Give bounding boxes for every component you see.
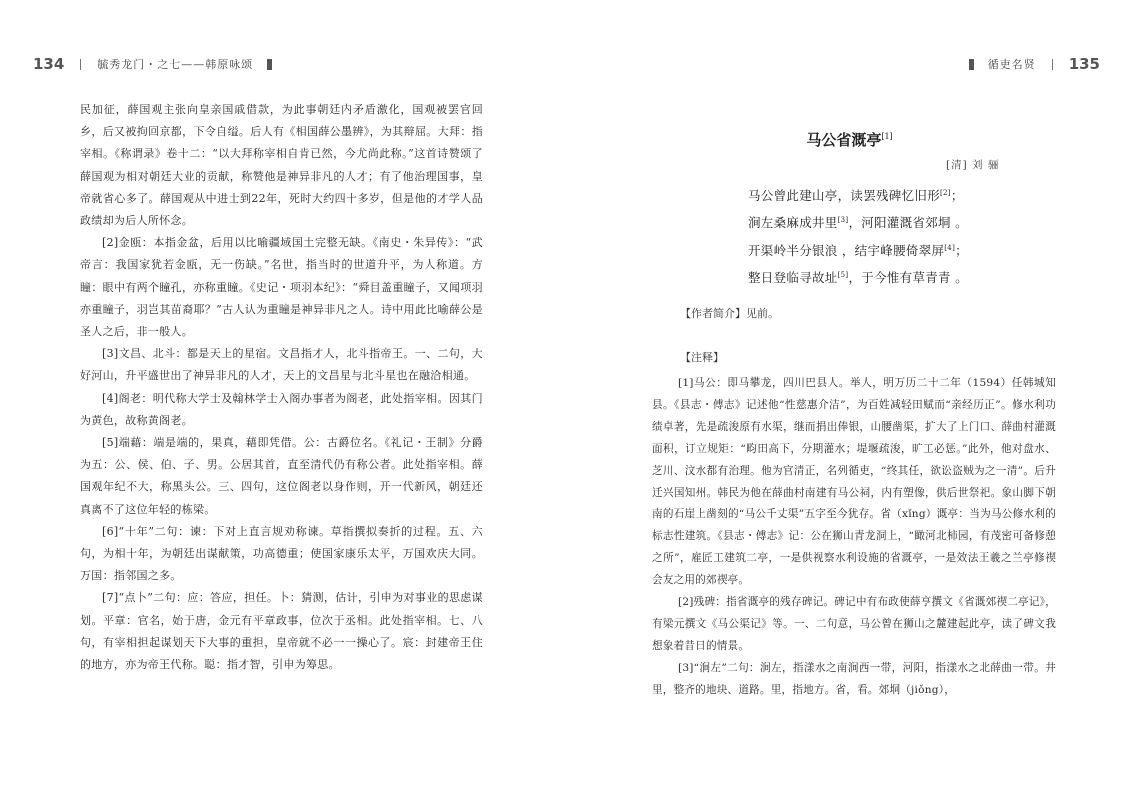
poem-line [748, 263, 968, 290]
right-header-title: 循吏名贤 [987, 58, 1036, 71]
left-header-title: 毓秀龙门・之七——韩原咏颂 [97, 58, 254, 71]
poem-line-text: 马公曾此建山亭，读罢残碑忆旧形 [748, 188, 941, 204]
poem-title [566, 129, 1133, 150]
footnote-marker: [4] [944, 243, 956, 252]
poem-title-text: 马公省溉亭 [806, 131, 882, 149]
footnote-paragraph: [3]“涧左”二句：涧左，指漾水之南涧西一带，河阳，指漾水之北薛曲一带。井里，整齐的地块、道路。里，指地方。省，看。郊垌（jiǒng）， [652, 661, 1056, 696]
header-block-mark [267, 59, 272, 70]
header-block-mark [969, 59, 974, 70]
poem-author: [清] 刘 骊 [946, 159, 1000, 171]
left-page-number: 134 [33, 55, 65, 73]
author-intro-text: 见前。 [746, 307, 779, 320]
header-divider [1052, 59, 1053, 70]
poem-line-end: ，于今惟有草青青 。 [848, 270, 968, 286]
left-page [0, 0, 566, 799]
author-intro-label: 【作者简介】 [680, 307, 746, 320]
poem-line-end: ； [950, 188, 964, 204]
poem-line-end: ，河阳灌溉省郊垌 。 [848, 215, 968, 231]
footnote-paragraph: [6]“十年”二句：谏：下对上直言规劝称谏。草指撰拟奏折的过程。五、六句，为相十年，为朝廷出谋献策，功高德重；使国家康乐太平，万国欢庆大同。万国：指邻国之多。 [80, 524, 483, 583]
poem-line-text: 开渠岭半分银浪 ，结宇峰腰倚翠屏 [748, 243, 945, 259]
right-page-number: 135 [1068, 55, 1100, 73]
poem-line [748, 181, 968, 208]
footnote-marker: [1] [881, 132, 893, 141]
footnote-marker: [3] [837, 216, 849, 225]
footnote-marker: [2] [940, 189, 951, 197]
header-divider [80, 59, 81, 70]
footnote-marker: [5] [837, 271, 849, 280]
footnote-paragraph: [5]端藉：端是端的，果真，藉即凭借。公：古爵位名。《礼记・王制》分爵为五：公、侯、伯、子、男。公居其首，直至清代仍有称公者。此处指宰相。薛国观年纪不大，称黑头公。三、四句，这位阁老以身作则，开一代新风，朝廷还真离不了这位年轻的栋梁。 [80, 436, 483, 516]
left-body-text [80, 99, 483, 676]
footnote-paragraph: [1]马公：即马攀龙，四川巴县人。举人，明万历二十二年（1594）任韩城知县。《县志・傅志》记述他“性慈惠介洁”，为百姓减轻田赋而“亲经历正”。修水利功绩卓著，先是疏浚原有水渠，继而捐出俸银，山腰凿渠，扩大了上门口、薛曲村灌溉面积，订立规矩：“畇田高下，分期灌水；堤堰疏浚，旷工必惩。”此外，他对盘水、芝川、汶水都有治理。他为官清正，名列循吏，“终其任，欲讼盗贼为之一清”。后升迁兴国知州。韩民为他在薛曲村南建有马公祠，内有塑像，供后世祭祀。象山脚下朝南的石崖上凿刻的“马公千丈渠”五字至今犹存。省（xǐng）溉亭：当为马公修水利的标志性建筑。《县志・傅志》记：公在狮山青龙洞上，“瞰河北柿园，有茂密可备修憩之所”，雇匠工建筑二亭，一是供视察水利设施的省溉亭，一是效法王羲之兰亭修禊会友之用的郊禊亭。 [652, 377, 1056, 587]
author-intro [680, 305, 779, 321]
poem-line [748, 208, 968, 235]
footnote-paragraph: [4]阁老：明代称大学士及翰林学士入阁办事者为阁老，此处指宰相。因其门为黄色，故称黄阁老。 [80, 391, 483, 427]
poem-body [748, 181, 968, 291]
right-notes-text [652, 373, 1056, 702]
poem-line [748, 236, 968, 263]
poem-line-end: ； [955, 243, 968, 259]
footnote-paragraph: [2]残碑：指省溉亭的残存碑记。碑记中有布政使薛亨撰文《省溉郊禊二亭记》，有梁元撰文《马公渠记》等。一、二句意，马公曾在狮山之麓建起此亭，读了碑文我想象着昔日的情景。 [652, 596, 1056, 652]
paragraph: 民加征，薛国观主张向皇亲国戚借款，为此事朝廷内矛盾激化，国观被罢官回乡，后又被拘回京都，下令自缢。后人有《相国薛公墨辨》，为其辩屈。大拜：指宰相。《称谓录》卷十二：“以大拜称宰相自肯已然，今尤尚此称。”这首诗赞颂了薛国观为相对朝廷大业的贡献，称赞他是神异非凡的人才；有了他治理国事，皇帝就省心多了。薛国观从中进士到22年，死时大约四十多岁，但是他的才学人品政绩却为后人所怀念。 [80, 103, 483, 228]
footnote-paragraph: [2]金瓯：本指金盆，后用以比喻疆域国土完整无缺。《南史・朱异传》：“武帝言：我国家犹若金瓯，无一伤缺。”名世，指当时的世道升平，为人称道。方瞳：眼中有两个瞳孔，亦称重瞳。《史记・项羽本纪》：“舜目盖重瞳子，又闻项羽亦重瞳子，羽岂其苗裔耶？”古人认为重瞳是神异非凡之人。诗中用此比喻薛公是圣人之后，非一般人。 [80, 236, 483, 339]
right-running-header [955, 55, 1100, 73]
poem-line-text: 涧左桑麻成井里 [748, 215, 838, 231]
footnote-paragraph: [3]文昌、北斗：都是天上的星宿。文昌指才人，北斗指帝王。一、二句，大好河山，升平盛世出了神异非凡的人才，天上的文昌星与北斗星也在融洽相通。 [80, 347, 483, 383]
left-running-header [33, 55, 286, 73]
poem-line-text: 整日登临寻故址 [748, 270, 838, 286]
footnote-paragraph: [7]“点卜”二句：应：答应，担任。卜：猜测，估计，引申为对事业的思虑谋划。平章：官名，始于唐，金元有平章政事，位次于丞相。此处指宰相。七、八句，有宰相担起谋划天下大事的重担，皇帝就不必一一操心了。宸：封建帝王住的地方，亦为帝王代称。聪：指才智，引申为筹思。 [80, 591, 483, 672]
notes-label: 【注释】 [680, 351, 724, 364]
